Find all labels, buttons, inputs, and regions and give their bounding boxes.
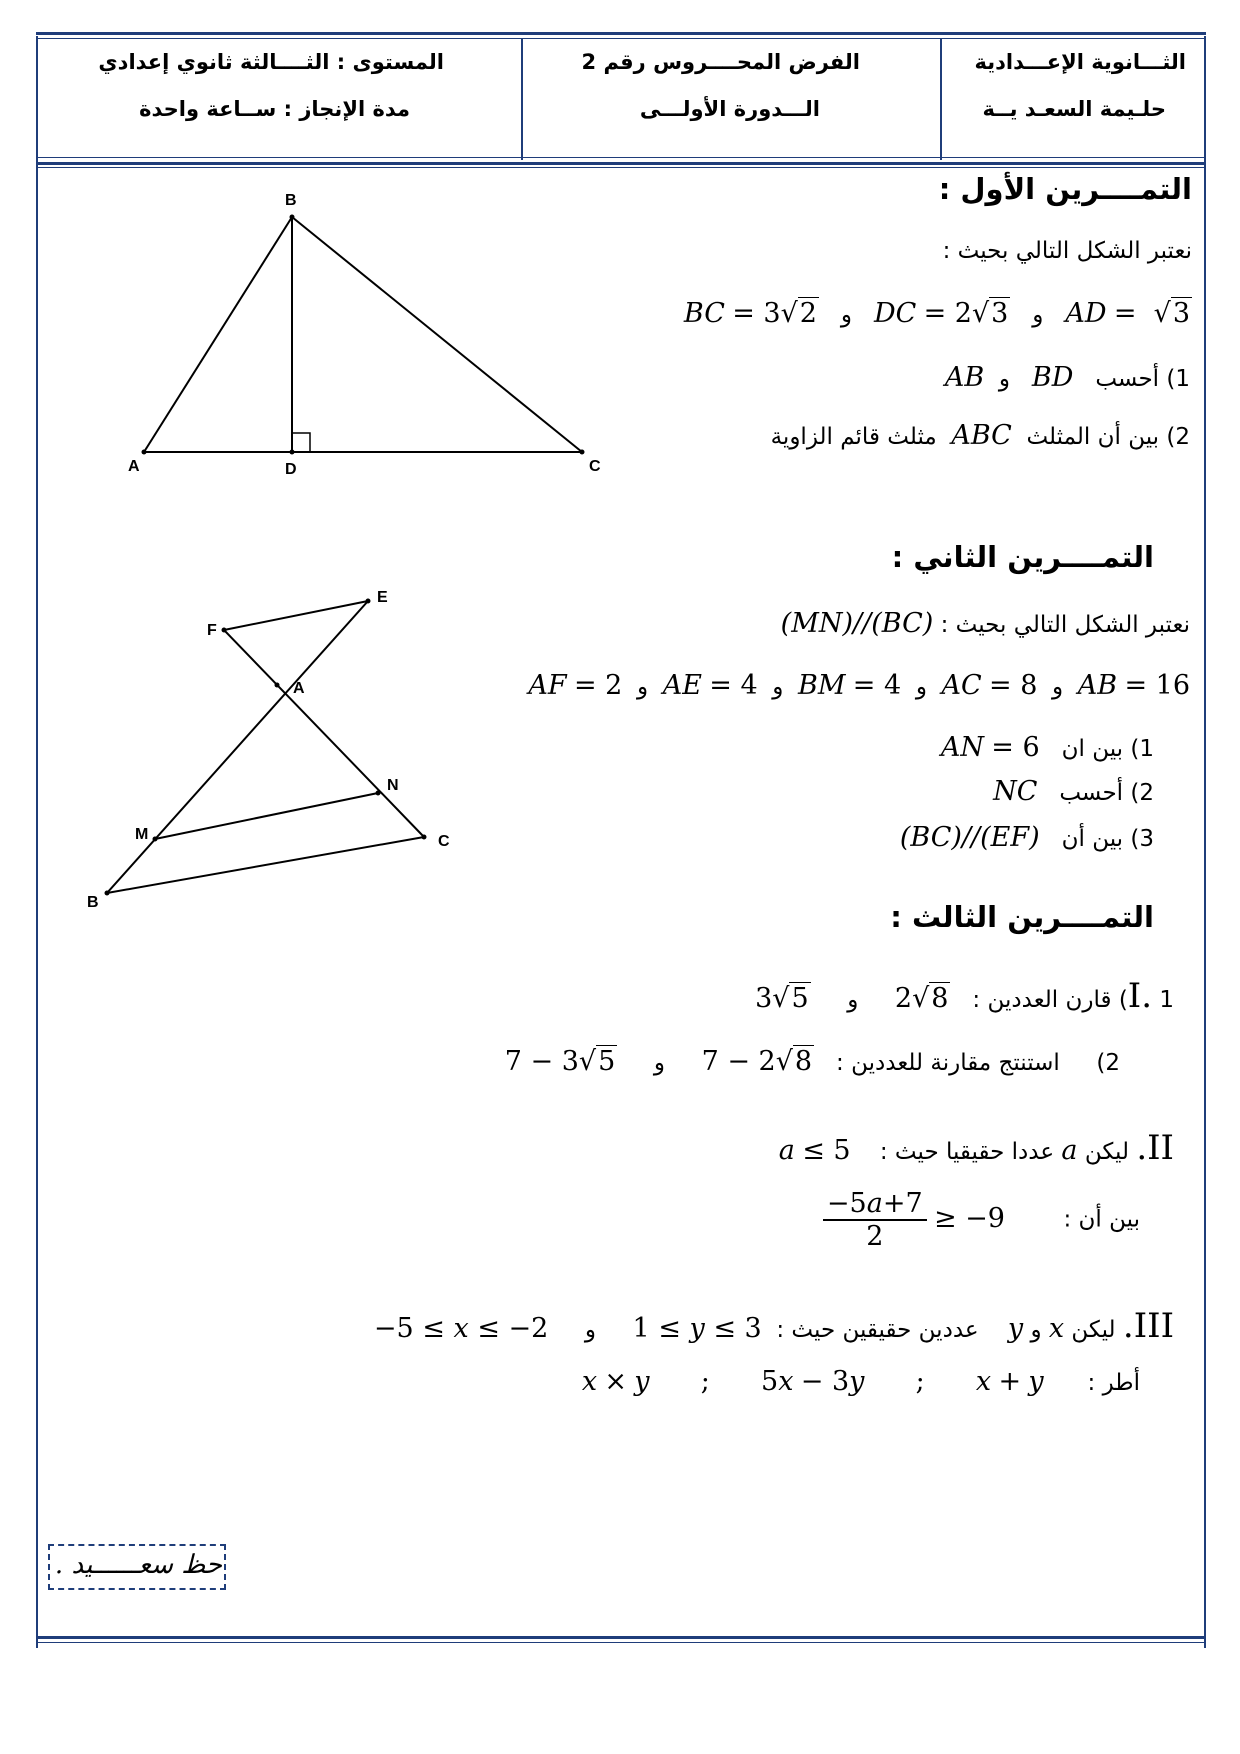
right-angle-mark (292, 433, 310, 452)
exercise3-part2-question: بين أن : $\frac{-5a+7}{2}$ ≥ −9 (823, 1188, 1140, 1252)
segment-mn (155, 793, 378, 839)
label-f: F (207, 622, 217, 639)
label-n: N (387, 777, 399, 794)
segment-ab (144, 217, 292, 452)
header-divider-left (521, 38, 523, 160)
exercise1-title: التمــــرين الأول : (938, 172, 1192, 206)
segment-bc (107, 837, 424, 893)
school-location: حلـيمة السعـد يــة (982, 97, 1166, 121)
exercise3-part3-given: III. ليكن x و y عددين حقيقين حيث : 1 ≤ y ≤ 3 و −5 ≤ x ≤ −2 (373, 1306, 1174, 1346)
top-rule (36, 32, 1206, 35)
exercise3-part2-given: II. ليكن a عددا حقيقيا حيث : a ≤ 5 (778, 1128, 1174, 1168)
header-rule (36, 162, 1206, 165)
session-label: الـــدورة الأولـــى (639, 97, 820, 121)
segment-fc (224, 630, 424, 837)
duration-label: مدة الإنجاز : ســاعة واحدة (139, 97, 410, 121)
exercise1-question2: 2) بين أن المثلث ABC مثلث قائم الزاوية (770, 420, 1190, 451)
exercise1-givens: BC = 3√2 و DC = 2√3 و AD = √3 (683, 298, 1190, 329)
label-e: E (377, 589, 388, 606)
label-m: M (135, 826, 149, 843)
bottom-rule-thin (36, 1642, 1206, 1643)
exercise3-part1-q2: 2) استنتج مقارنة للعددين : 7 − 2√8 و 7 − 3√5 (504, 1046, 1120, 1077)
label-a: A (128, 458, 140, 475)
exercise2-givens: AF = 2 و AE = 4 و BM = 4 و AC = 8 و AB = 16 (528, 670, 1190, 701)
exercise2-title: التمــــرين الثاني : (891, 540, 1154, 574)
top-rule-thin (36, 38, 1206, 39)
school-name: الثـــانوية الإعـــدادية (974, 50, 1186, 74)
exercise2-question3: 3) بين أن (BC)//(EF) (899, 822, 1154, 853)
good-luck-box (48, 1544, 226, 1590)
label-d: D (285, 461, 297, 478)
label-c: C (589, 458, 601, 475)
good-luck-text: حظ سعــــــيد . (54, 1550, 222, 1580)
header-divider-right (940, 38, 942, 160)
exercise3-title: التمــــرين الثالث : (890, 900, 1154, 934)
exercise3-part3-question: أطر : x + y ; 5x − 3y ; x × y (581, 1366, 1140, 1397)
bottom-rule (36, 1636, 1206, 1639)
exercise2-question2: 2) أحسب NC (993, 776, 1154, 807)
figure-triangle-abc (118, 190, 618, 480)
header-rule-thin-2 (36, 167, 1206, 168)
test-title: الفرض المحــــروس رقم 2 (581, 50, 860, 74)
label-a: A (293, 680, 305, 697)
exercise2-question1: 1) بين ان AN = 6 (940, 732, 1154, 763)
segment-bc (292, 217, 582, 452)
exercise2-intro: نعتبر الشكل التالي بحيث : (MN)//(BC) (780, 608, 1190, 639)
exercise1-intro: نعتبر الشكل التالي بحيث : (942, 238, 1192, 264)
level-label: المستوى : الثــــالثة ثانوي إعدادي (98, 50, 444, 74)
exercise3-part1-q1: I. 1) قارن العددين : 2√8 و 3√5 (755, 976, 1174, 1016)
figure-thales (80, 580, 480, 920)
header-rule-thin (36, 157, 1206, 158)
label-b: B (285, 192, 297, 209)
label-c: C (438, 833, 450, 850)
exercise1-question1: 1) أحسب BD و AB (944, 362, 1190, 393)
label-b: B (87, 894, 99, 911)
